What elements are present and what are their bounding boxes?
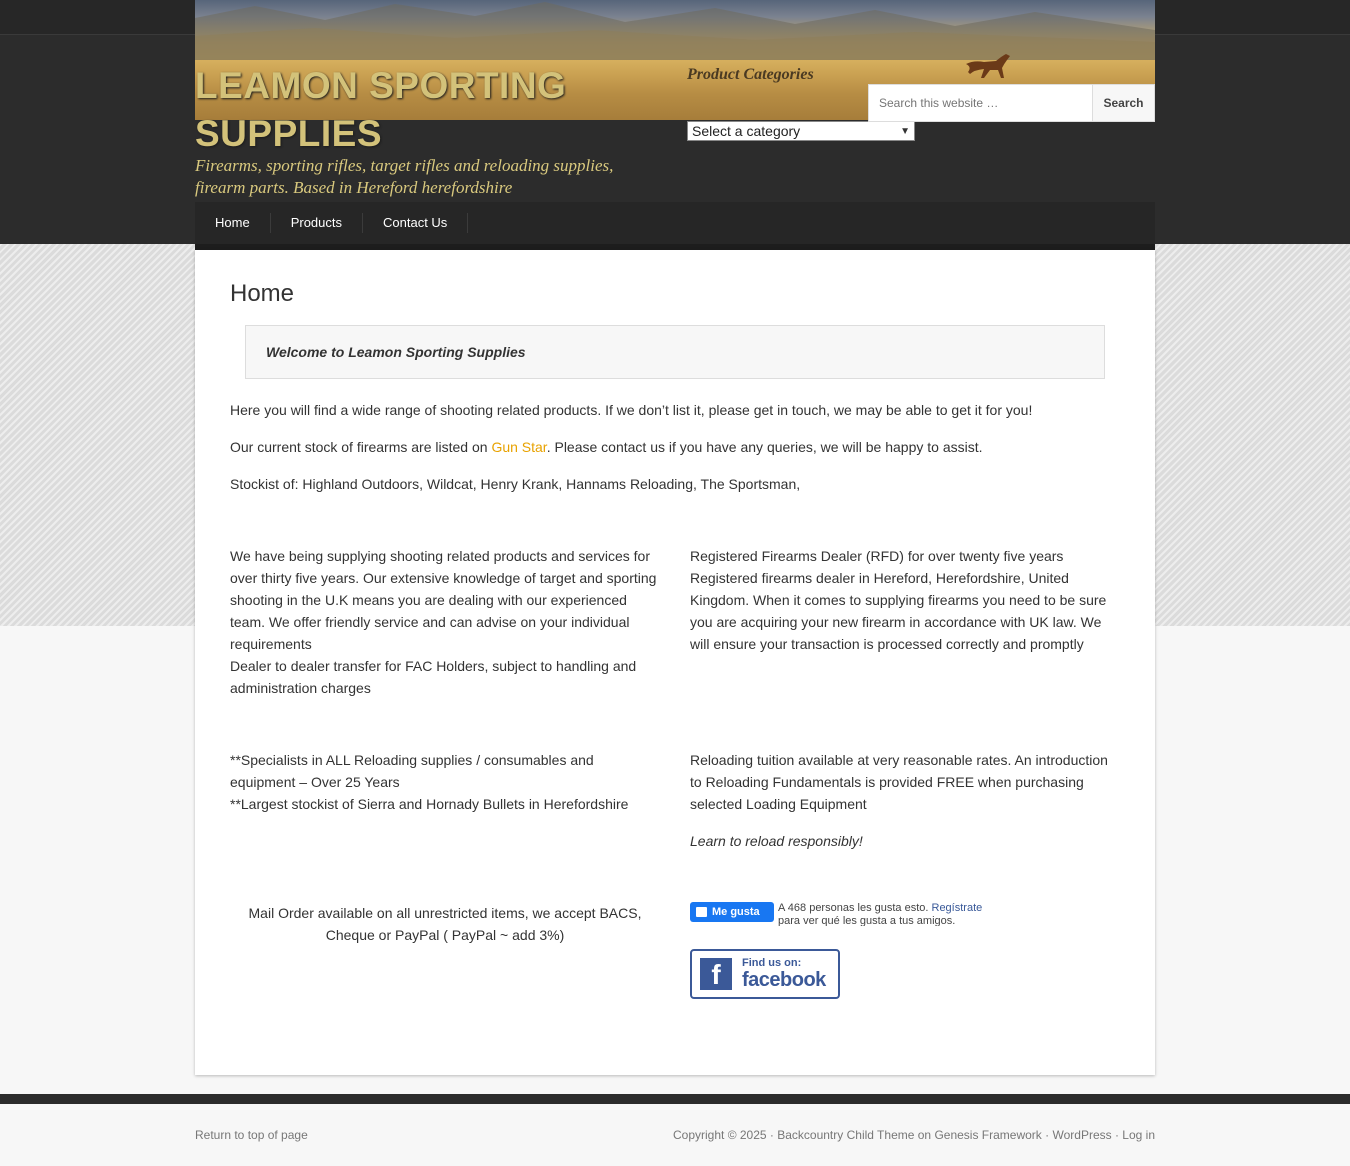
experience-block [230,545,660,699]
nav-item-home[interactable]: Home [195,213,271,233]
facebook-like-widget [690,902,988,926]
on-text: on [914,1128,935,1142]
experience-text: We have being supplying shooting related products and services for over thirty five years. Our extensive knowledge of target and sporting shooting in the U.K means you are dealing with our experienced team. We offer friendly service and can advise on your individual requirements [230,548,657,652]
search-button[interactable]: Search [1093,84,1155,122]
facebook-wordmark: facebook [742,969,826,991]
page-title: Home [230,280,295,307]
login-link[interactable]: Log in [1122,1128,1155,1142]
stock-text-before: Our current stock of firearms are listed on [230,439,492,455]
facebook-register-link[interactable]: Regístrate [931,902,983,914]
stock-paragraph [230,436,983,458]
footer-credits [673,1128,1155,1142]
welcome-box [245,325,1105,379]
bullets-stockist-text: **Largest stockist of Sierra and Hornady Bullets in Herefordshire [230,796,629,812]
footer-divider [0,1094,1350,1104]
stock-text-after: . Please contact us if you have any queries, we will be happy to assist. [546,439,983,455]
find-us-on-label: Find us on: [742,957,802,969]
reloading-tuition-block [690,749,1115,852]
facebook-icon: f [700,958,732,990]
nav-item-contact-us[interactable]: Contact Us [363,213,468,233]
main-content [195,250,1155,1075]
rfd-block: Registered Firearms Dealer (RFD) for over twenty five years Registered firearms dealer in Hereford, Herefordshire, United Kingdom. When it comes to supplying firearms you need to be sure you are acquiring your new firearm in accordance with UK law. We will ensure your transaction is processed correctly and promptly [690,548,1107,652]
thumbs-up-icon [696,907,707,917]
facebook-like-button[interactable] [690,902,774,922]
theme-link[interactable]: Backcountry Child Theme [777,1128,915,1142]
dealer-transfer-text: Dealer to dealer transfer for FAC Holders, subject to handling and administration charges [230,658,637,696]
product-categories-title: Product Categories [687,66,814,83]
copyright-text: Copyright © 2025 · [673,1128,778,1142]
category-select-value: Select a category [692,123,801,139]
wordpress-link[interactable]: WordPress [1052,1128,1112,1142]
primary-nav [195,202,1155,244]
search-input[interactable] [868,84,1093,122]
separator: · [1041,1128,1053,1142]
site-footer [0,1104,1350,1166]
category-select[interactable] [687,121,915,141]
facebook-like-label: Me gusta [712,906,760,918]
genesis-link[interactable]: Genesis Framework [934,1128,1042,1142]
separator: · [1111,1128,1123,1142]
facebook-like-count-text-2: para ver qué les gusta a tus amigos. [778,915,956,926]
reloading-specialist-block [230,749,660,815]
search-form [868,84,1155,122]
reload-responsibly-text: Learn to reload responsibly! [690,833,863,849]
stockist-paragraph: Stockist of: Highland Outdoors, Wildcat, Henry Krank, Hannams Reloading, The Sportsman, [230,476,801,492]
gun-star-link[interactable]: Gun Star [491,439,547,455]
return-to-top-link[interactable]: Return to top of page [195,1128,308,1142]
find-us-on-facebook-badge[interactable] [690,949,840,999]
facebook-badge-text [742,957,826,991]
mountains-illustration [195,0,1155,60]
reloading-tuition-text: Reloading tuition available at very reasonable rates. An introduction to Reloading Fundamentals is provided FREE when purchasing selected Loading Equipment [690,752,1108,812]
site-description: Firearms, sporting rifles, target rifles and reloading supplies, firearm parts. Based in Hereford herefordshire [195,156,614,197]
facebook-like-count [778,902,988,926]
mail-order-text: Mail Order available on all unrestricted items, we accept BACS, Cheque or PayPal ( PayPal ~ add 3%) [248,905,642,943]
site-title[interactable]: LEAMON SPORTING SUPPLIES [195,65,567,154]
horse-illustration [960,52,1020,82]
nav-item-products[interactable]: Products [271,213,363,233]
reloading-specialist-text: **Specialists in ALL Reloading supplies / consumables and equipment – Over 25 Years [230,752,594,790]
intro-paragraph: Here you will find a wide range of shooting related products. If we don’t list it, please get in touch, we may be able to get it for you! [230,402,1033,418]
chevron-down-icon: ▼ [900,125,910,137]
facebook-like-count-text: A 468 personas les gusta esto. [778,902,932,914]
welcome-text: Welcome to Leamon Sporting Supplies [266,344,526,360]
